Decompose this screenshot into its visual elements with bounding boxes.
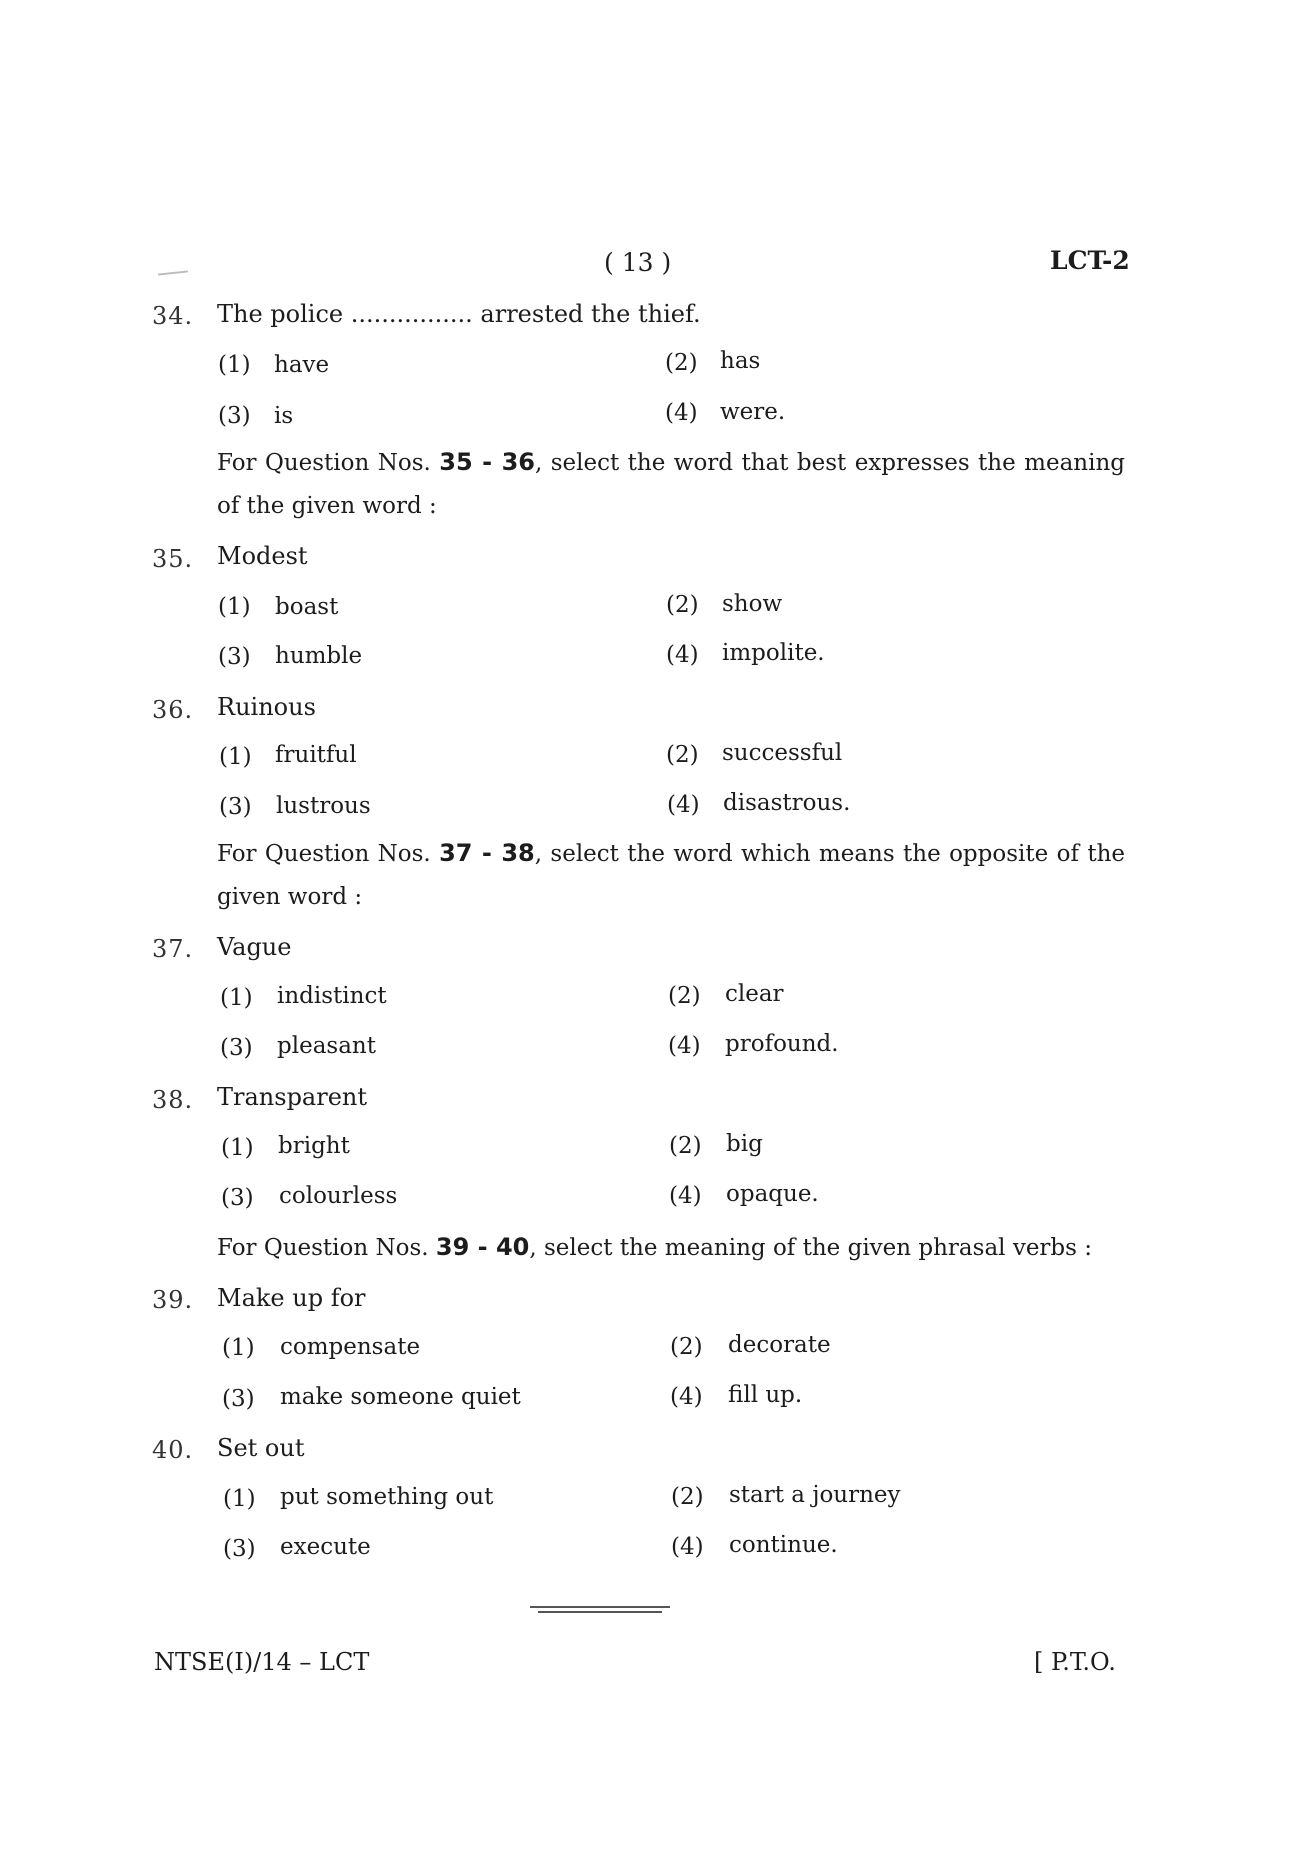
page-number: ( 13 ) bbox=[604, 248, 672, 277]
question-text-34: The police ................ arrested the thief. bbox=[217, 300, 701, 328]
option-text: impolite. bbox=[722, 640, 825, 666]
option-number: (2) bbox=[668, 983, 701, 1009]
corner-mark bbox=[158, 270, 188, 275]
instruction-39-40: For Question Nos. 39 - 40, select the meaning of the given phrasal verbs : bbox=[217, 1233, 1093, 1261]
option-number: (1) bbox=[222, 1335, 255, 1361]
option-text: boast bbox=[275, 594, 339, 620]
option-text: put something out bbox=[280, 1484, 494, 1510]
option-text: start a journey bbox=[729, 1482, 901, 1508]
instruction-37-38: For Question Nos. 37 - 38, select the word which means the opposite of the given word : bbox=[217, 839, 1126, 910]
option-text: has bbox=[720, 348, 761, 374]
option-number: (3) bbox=[220, 1035, 253, 1061]
question-text-37: Vague bbox=[217, 933, 292, 961]
option-number: (1) bbox=[219, 744, 252, 770]
option-number: (4) bbox=[665, 400, 698, 426]
option-text: profound. bbox=[725, 1031, 839, 1057]
option-text: compensate bbox=[280, 1334, 421, 1360]
question-text-40: Set out bbox=[217, 1434, 305, 1462]
option-text: opaque. bbox=[726, 1181, 819, 1207]
option-text: lustrous bbox=[276, 793, 371, 819]
question-number-35: 35. bbox=[152, 545, 194, 573]
option-number: (2) bbox=[671, 1484, 704, 1510]
question-text-35: Modest bbox=[217, 542, 308, 570]
question-number-34: 34. bbox=[152, 302, 194, 330]
instruction-35-36: For Question Nos. 35 - 36, select the word that best expresses the meaning of the given word : bbox=[217, 448, 1125, 519]
option-number: (1) bbox=[223, 1486, 256, 1512]
question-number-37: 37. bbox=[152, 935, 194, 963]
option-number: (3) bbox=[223, 1536, 256, 1562]
option-text: fruitful bbox=[275, 742, 357, 768]
option-text: big bbox=[726, 1131, 763, 1157]
option-text: is bbox=[274, 403, 294, 429]
option-text: clear bbox=[725, 981, 784, 1007]
paper-code: LCT-2 bbox=[1050, 246, 1130, 275]
question-number-39: 39. bbox=[152, 1286, 194, 1314]
option-number: (4) bbox=[666, 642, 699, 668]
option-text: disastrous. bbox=[723, 790, 851, 816]
option-number: (1) bbox=[221, 1135, 254, 1161]
option-number: (3) bbox=[222, 1386, 255, 1412]
option-number: (3) bbox=[218, 403, 251, 429]
option-number: (2) bbox=[669, 1133, 702, 1159]
option-text: fill up. bbox=[728, 1382, 803, 1408]
option-text: indistinct bbox=[277, 983, 387, 1009]
option-number: (1) bbox=[220, 985, 253, 1011]
question-text-36: Ruinous bbox=[217, 693, 316, 721]
option-text: bright bbox=[278, 1133, 350, 1159]
option-text: decorate bbox=[728, 1332, 831, 1358]
option-number: (2) bbox=[666, 592, 699, 618]
option-text: continue. bbox=[729, 1532, 838, 1558]
option-text: humble bbox=[275, 643, 363, 669]
option-text: make someone quiet bbox=[280, 1384, 521, 1410]
option-text: successful bbox=[722, 740, 843, 766]
footer-pto: [ P.T.O. bbox=[1034, 1648, 1116, 1676]
section-divider bbox=[538, 1611, 662, 1613]
question-text-39: Make up for bbox=[217, 1284, 366, 1312]
option-number: (2) bbox=[670, 1334, 703, 1360]
option-number: (3) bbox=[219, 794, 252, 820]
section-divider bbox=[530, 1606, 670, 1608]
question-number-36: 36. bbox=[152, 696, 194, 724]
option-number: (2) bbox=[665, 350, 698, 376]
question-number-38: 38. bbox=[152, 1086, 194, 1114]
option-text: colourless bbox=[279, 1183, 398, 1209]
option-text: were. bbox=[720, 399, 786, 425]
option-number: (1) bbox=[218, 352, 251, 378]
option-text: execute bbox=[280, 1534, 371, 1560]
option-number: (4) bbox=[671, 1534, 704, 1560]
option-text: show bbox=[722, 591, 783, 617]
option-number: (1) bbox=[218, 594, 251, 620]
option-number: (3) bbox=[218, 644, 251, 670]
option-number: (4) bbox=[669, 1183, 702, 1209]
option-number: (4) bbox=[668, 1033, 701, 1059]
option-number: (3) bbox=[221, 1185, 254, 1211]
option-text: have bbox=[274, 352, 330, 378]
option-number: (4) bbox=[670, 1384, 703, 1410]
question-text-38: Transparent bbox=[217, 1083, 368, 1111]
question-number-40: 40. bbox=[152, 1436, 194, 1464]
option-number: (2) bbox=[666, 742, 699, 768]
option-number: (4) bbox=[667, 792, 700, 818]
option-text: pleasant bbox=[277, 1033, 376, 1059]
footer-paper-code: NTSE(I)/14 – LCT bbox=[154, 1648, 370, 1676]
